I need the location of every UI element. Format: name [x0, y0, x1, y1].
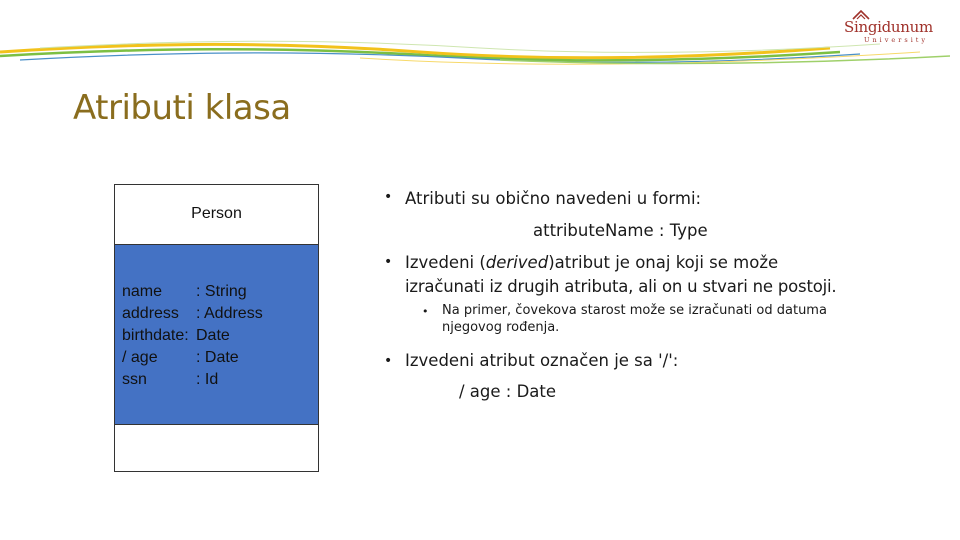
bullet-1-example: attributeName : Type: [533, 221, 708, 240]
bullet-3-example: / age : Date: [459, 382, 557, 401]
attribute-type: : String: [196, 283, 247, 300]
bullet-1-text: Atributi su obično navedeni u formi:: [405, 189, 702, 208]
uml-attribute-row: [122, 371, 218, 389]
bullet-icon: •: [384, 189, 393, 205]
sub-bullet-line-1: Na primer, čovekova starost može se izračunati od datuma: [442, 303, 827, 318]
bullet-2-line-2: izračunati iz drugih atributa, ali on u stvari ne postoji.: [405, 277, 837, 296]
singidunum-logo: [838, 10, 938, 44]
uml-attribute-row: [122, 283, 247, 301]
attribute-name: / age: [122, 349, 158, 366]
attribute-name: birthdate:: [122, 327, 189, 344]
uml-attribute-row: [122, 327, 230, 345]
logo-name: Singidunum: [844, 18, 933, 36]
uml-class-name: Person: [191, 205, 242, 222]
bullet-2-italic: derived: [485, 253, 549, 272]
attribute-type: : Address: [196, 305, 263, 322]
attribute-type: Date: [196, 327, 230, 344]
header-swoosh-decoration: [0, 0, 960, 80]
uml-class-name-compartment: [115, 185, 318, 245]
bullet-2-text-b: )atribut je onaj koji se može: [548, 253, 779, 272]
bullet-icon: •: [384, 353, 393, 369]
attribute-name: name: [122, 283, 163, 300]
uml-attribute-row: [122, 349, 239, 367]
attribute-type: : Date: [196, 349, 239, 366]
uml-class-diagram: [114, 184, 319, 472]
logo-subtitle: University: [864, 36, 929, 44]
sub-bullet-icon: •: [422, 305, 429, 318]
uml-operations-compartment: [115, 425, 318, 471]
bullet-2-line-1: [405, 253, 778, 272]
attribute-name: address: [122, 305, 179, 322]
attribute-name: ssn: [122, 371, 147, 388]
sub-bullet-line-2: njegovog rođenja.: [442, 320, 560, 335]
bullet-2-text-a: Izvedeni (: [405, 253, 486, 272]
bullet-icon: •: [384, 254, 393, 270]
attribute-type: : Id: [196, 371, 219, 388]
bullet-3-text: Izvedeni atribut označen je sa '/':: [405, 351, 679, 370]
uml-attribute-row: [122, 305, 263, 323]
uml-attributes-compartment: [115, 245, 318, 425]
slide-title: Atributi klasa: [73, 88, 291, 128]
